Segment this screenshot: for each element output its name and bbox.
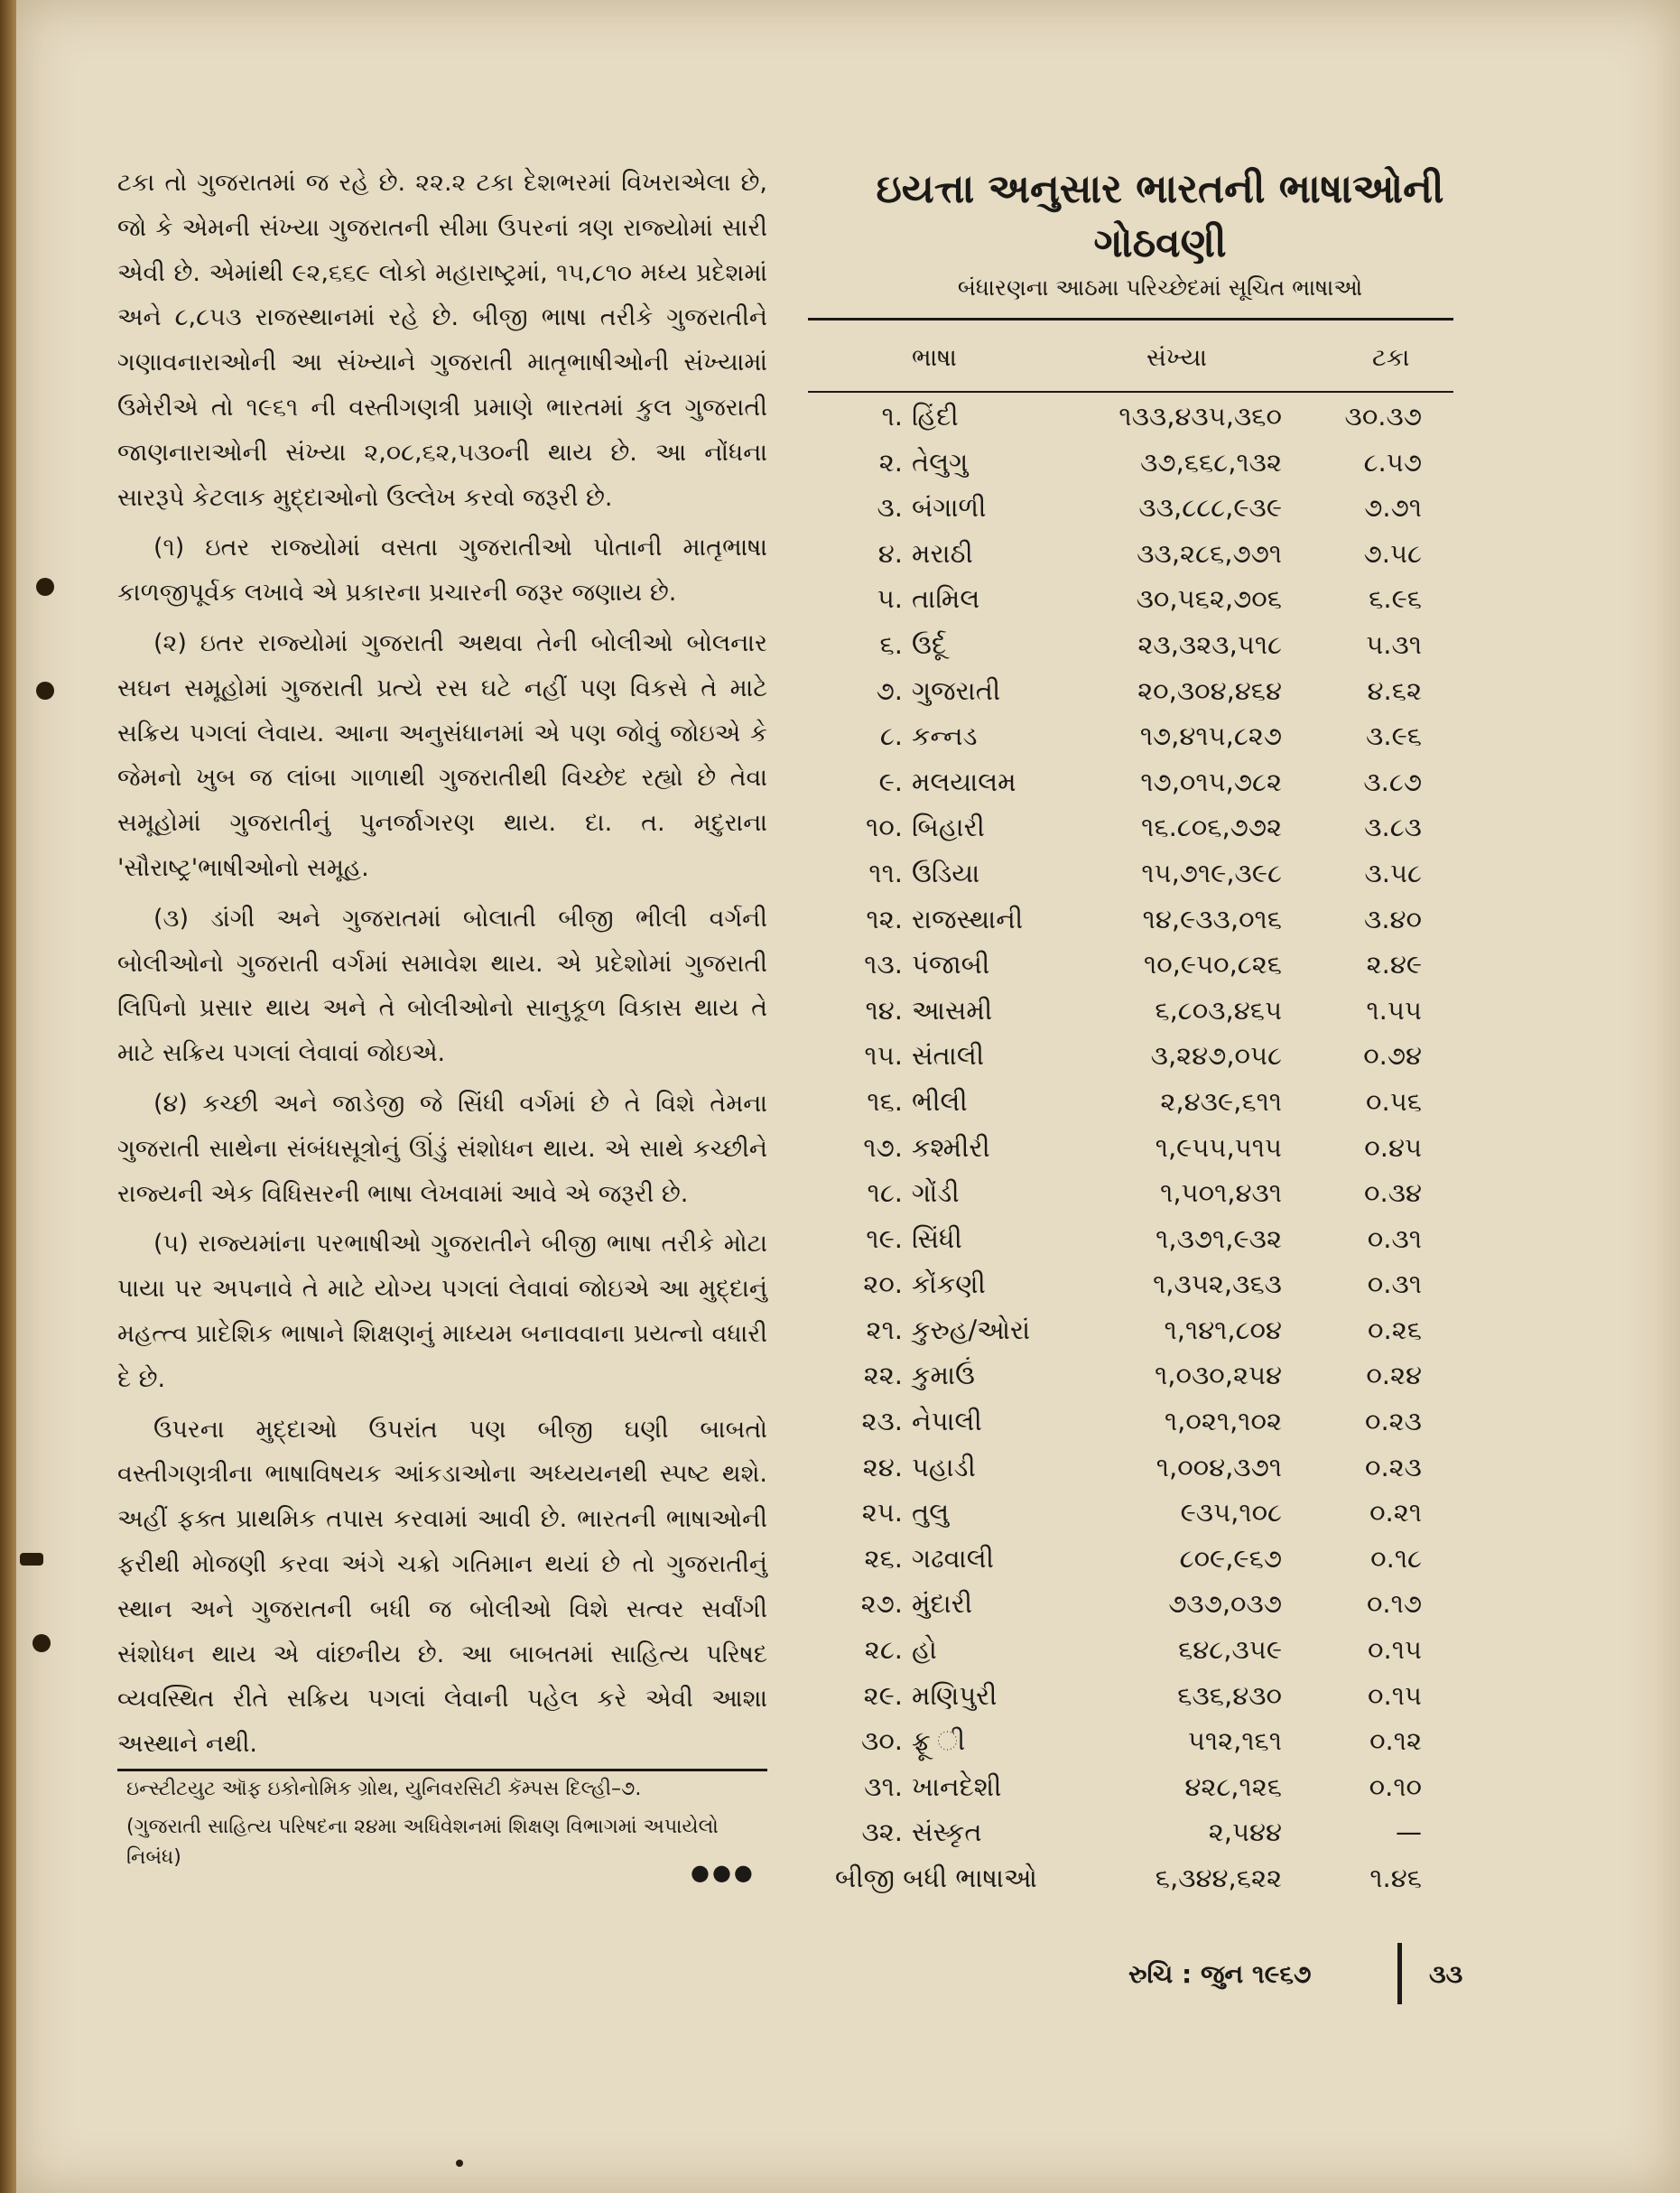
table-row [808,1673,1453,1719]
speaker-percent: ૨.૪૯ [1366,949,1422,980]
speaker-count: ૧૪,૯૩૩,૦૧૬ [1142,903,1282,934]
speaker-count: ૧,૯૫૫,૫૧૫ [1155,1131,1282,1163]
footer-divider [1397,1943,1402,2004]
table-row [808,988,1453,1034]
article-paragraph: ઉપરના મુદ્દાઓ ઉપરાંત પણ બીજી ઘણી બાબતો વસ્તીગણત્રીના ભાષાવિષયક આંકડાઓના અધ્યયનથી સ્પષ્ટ થશે. અહીં ફક્ત પ્રાથમિક તપાસ કરવામાં આવી છે. ભારતની ભાષાઓની ફરીથી મોજણી કરવા અંગે ચક્રો ગતિમાન થયાં છે તો ગુજરાતીનું સ્થાન અને ગુજરાતની બધી જ બોલીઓ વિશે સત્વર સર્વાંગી સંશોધન થાય એ વાંછનીય છે. આ બાબતમાં સાહિત્ય પરિષદ વ્યવસ્થિત રીતે સક્રિય પગલાં લેવાની પહેલ કરે એવી આશા અસ્થાને નથી. [117,1415,767,1759]
speaker-percent: ૮.૫૭ [1363,446,1422,478]
speaker-percent: ૩.૫૮ [1364,857,1422,888]
language-name: કશ્મીરી [912,1131,990,1163]
speaker-count: ૩,૨૪૭,૦૫૮ [1150,1040,1282,1072]
row-number: ૩૦. [861,1725,903,1757]
speaker-percent: ૦.૩૪ [1364,1177,1422,1209]
speaker-count: ૨,૫૪૪ [1208,1817,1282,1848]
row-number: ૭. [876,674,903,706]
binding-hole [36,682,54,700]
row-number: ૧૮. [867,1177,903,1209]
table-row [808,713,1453,759]
row-number: ૨૪. [862,1451,903,1482]
table-row-other [808,1855,1453,1901]
speaker-percent: ૩.૪૦ [1364,903,1422,934]
speaker-count: ૯૩૫,૧૦૮ [1180,1497,1282,1529]
table-subtitle: બંધારણના આઠમા પરિચ્છેદમાં સૂચિત ભાષાઓ [957,274,1363,301]
table-row [808,804,1453,850]
table-row [808,1718,1453,1764]
table-row [808,576,1453,622]
language-name: કન્નડ [912,720,978,752]
speaker-count: ૪૨૮,૧૨૬ [1184,1770,1282,1802]
article-body [117,161,767,1772]
speaker-percent: ૪.૬૨ [1367,674,1422,706]
speaker-percent: ૦.૧૮ [1370,1542,1422,1574]
table-row [808,622,1453,668]
speaker-count: ૬,૩૪૪,૬૨૨ [1155,1863,1282,1893]
speaker-count: ૩૩,૮૮૮,૯૩૯ [1138,492,1282,524]
table-row [808,942,1453,988]
row-number: ૮. [879,720,903,752]
speaker-count: ૧૫,૭૧૯,૩૯૮ [1141,857,1282,888]
row-number: ૨૨. [863,1360,903,1391]
table-row [808,1536,1453,1582]
language-name: બિહારી [912,812,985,843]
other-languages-label: બીજી બધી ભાષાઓ [835,1863,1037,1893]
language-name: કુમાઉં [912,1360,975,1391]
speaker-percent: ૦.૩૧ [1367,1222,1422,1254]
speaker-count: ૨૦,૩૦૪,૪૬૪ [1137,674,1282,706]
row-number: ૯. [878,766,903,797]
binding-staple [20,1553,43,1566]
speaker-percent: ૦.૪૫ [1364,1131,1422,1163]
row-number: ૧૧. [868,857,903,888]
row-number: ૨૧. [866,1314,903,1345]
speaker-percent: ૦.૩૧ [1367,1268,1422,1300]
article-paragraph: (૨) ઇતર રાજ્યોમાં ગુજરાતી અથવા તેની બોલીઓ બોલનાર સઘન સમૂહોમાં ગુજરાતી પ્રત્યે રસ ઘટે નહીં પણ વિકસે તે માટે સક્રિય પગલાં લેવાય. આના અનુસંધાનમાં એ પણ જોવું જોઇએ કે જેમનો ખુબ જ લાંબા ગાળાથી ગુજરાતીથી વિચ્છેદ રહ્યો છે તેવા સમૂહોમાં ગુજરાતીનું પુનર્જાગરણ થાય. દા. ત. મદુરાના 'સૌરાષ્ટ્ર'ભાષીઓનો સમૂહ. [117,628,767,882]
speaker-percent: ૦.૧૨ [1369,1725,1422,1757]
speaker-percent: ૭.૭૧ [1364,492,1422,524]
footnote-divider [117,1769,767,1771]
language-name: મુંદારી [912,1588,973,1620]
table-title: ઇયત્તા અનુસાર ભારતની ભાષાઓની ગોઠવણી [876,166,1444,266]
table-row [808,850,1453,897]
article-paragraph: ટકા તો ગુજરાતમાં જ રહે છે. ૨૨.૨ ટકા દેશભરમાં વિખરાએલા છે, જો કે એમની સંખ્યા ગુજરાતની સીમા ઉપરનાં ત્રણ રાજ્યોમાં સારી એવી છે. એમાંથી ૯૨,૬૬૯ લોકો મહારાષ્ટ્રમાં, ૧૫,૮૧૦ મધ્ય પ્રદેશમાં અને ૮,૮૫૩ રાજસ્થાનમાં રહે છે. બીજી ભાષા તરીકે ગુજરાતીને ગણાવનારાઓની આ સંખ્યાને ગુજરાતી માતૃભાષીઓની સંખ્યામાં ઉમેરીએ તો ૧૯૬૧ ની વસ્તીગણત્રી પ્રમાણે ભારતમાં કુલ ગુજરાતી જાણનારાઓની સંખ્યા ૨,૦૮,૬૨,૫૩૦ની થાય છે. આ નોંધના સારરૂપે કેટલાક મુદ્દાઓનો ઉલ્લેખ કરવો જરૂરી છે. [117,169,767,512]
speaker-count: ૩૭,૬૬૮,૧૩૨ [1140,446,1282,478]
speaker-count: ૫૧૨,૧૬૧ [1187,1725,1282,1757]
speaker-percent: ૬.૯૬ [1369,583,1422,615]
language-name: ભીલી [912,1085,968,1117]
speaker-count: ૮૦૯,૯૬૭ [1179,1542,1282,1574]
row-number: ૧૭. [863,1131,903,1163]
row-number: ૧૩. [864,949,903,980]
row-number: ૨૯. [863,1679,903,1711]
row-number: ૧૯. [866,1222,903,1254]
row-number: ૨૬. [864,1542,903,1574]
table-row [808,1627,1453,1673]
binding-hole [36,578,54,596]
table-row [808,394,1453,440]
language-name: ફ્રૂ ી [912,1725,966,1757]
language-name: કોંકણી [912,1268,986,1300]
row-number: ૧૬. [867,1085,903,1117]
row-number: ૧૫. [864,1040,903,1072]
row-number: ૬. [879,628,903,660]
table-row [808,1307,1453,1353]
article-paragraph: (૩) ડાંગી અને ગુજરાતમાં બોલાતી બીજી ભીલી વર્ગની બોલીઓનો ગુજરાતી વર્ગમાં સમાવેશ થાય. એ પ્રદેશોમાં ગુજરાતી લિપિનો પ્રસાર થાય અને તે બોલીઓનો સાનુકૂળ વિકાસ થાય તે માટે સક્રિય પગલાં લેવાવાં જોઇએ. [117,904,767,1068]
table-row [808,1445,1453,1491]
speaker-count: ૧,૫૦૧,૪૩૧ [1160,1177,1282,1209]
table-row [808,1216,1453,1262]
speaker-count: ૧,૧૪૧,૮૦૪ [1164,1314,1282,1345]
speaker-percent: ૦.૨૩ [1364,1406,1422,1437]
end-mark: ●●● [691,1860,756,1885]
speaker-percent: ૩.૮૩ [1364,812,1422,843]
table-row [808,1261,1453,1307]
row-number: ૨૫. [861,1497,903,1529]
language-name: તેલુગુ [912,446,969,478]
row-number: ૪. [877,537,903,569]
speaker-count: ૨૩,૩૨૩,૫૧૮ [1137,628,1282,660]
language-name: આસમી [912,994,993,1026]
row-number: ૧૦. [866,812,903,843]
language-name: ખાનદેશી [912,1770,1002,1802]
speaker-percent: ૧.૫૫ [1366,994,1422,1026]
speaker-count: ૩૩,૨૮૬,૭૭૧ [1137,537,1282,569]
language-name: ગોંડી [912,1177,960,1209]
speaker-percent: ૧.૪૬ [1369,1863,1422,1893]
row-number: ૨૮. [864,1634,903,1666]
table-row [808,1809,1453,1855]
row-number: ૩. [877,492,903,524]
paper-speck [456,2160,463,2167]
language-name: પંજાબી [912,949,990,980]
row-number: ૨. [878,446,903,478]
row-number: ૩૨. [861,1817,903,1848]
binding-hole [32,1634,51,1652]
language-name: તુલુ [912,1497,950,1529]
speaker-count: ૬૩૬,૪૩૦ [1177,1679,1282,1711]
row-number: ૧. [881,401,903,432]
row-number: ૩૧. [864,1770,903,1802]
table-row [808,759,1453,805]
speaker-count: ૬૪૮,૩૫૯ [1178,1634,1282,1666]
language-name: કુરુહ/ઓરાં [912,1314,1031,1345]
speaker-percent: — [1396,1817,1422,1848]
table-row [808,1764,1453,1810]
language-name: હો [912,1634,937,1666]
speaker-percent: ૦.૧૫ [1368,1634,1422,1666]
table-row [808,1581,1453,1627]
language-name: ગુજરાતી [912,674,1001,706]
page-number: ૩૩ [1429,1959,1463,1989]
language-name: મલયાલમ [912,766,1016,797]
table-row [808,485,1453,531]
row-number: ૨૭. [860,1588,903,1620]
speaker-percent: ૦.૫૬ [1366,1085,1422,1117]
language-name: તામિલ [912,583,980,615]
table-row [808,897,1453,943]
speaker-percent: ૩.૯૬ [1366,720,1422,752]
language-name: નેપાલી [912,1406,982,1437]
speaker-count: ૧,૩૭૧,૯૩૨ [1156,1222,1282,1254]
table-header [808,318,1453,393]
table-row [808,531,1453,577]
speaker-percent: ૦.૨૪ [1366,1360,1422,1391]
speaker-percent: ૦.૭૪ [1363,1040,1422,1072]
language-name: રાજસ્થાની [912,903,1024,934]
language-name: ઉર્દૂ [912,628,947,660]
speaker-percent: ૦.૨૧ [1369,1497,1422,1529]
speaker-count: ૧૭,૦૧૫,૭૮૨ [1140,766,1282,797]
speaker-count: ૧,૦૨૧,૧૦૨ [1164,1406,1282,1437]
language-name: બંગાળી [912,492,987,524]
language-name: મણિપુરી [912,1679,998,1711]
table-row [808,1079,1453,1125]
table-row [808,1490,1453,1536]
table-row [808,1125,1453,1171]
speaker-percent: ૦.૧૫ [1368,1679,1422,1711]
language-name: હિંદી [912,401,959,432]
speaker-percent: ૦.૧૭ [1366,1588,1422,1620]
table-row [808,440,1453,486]
speaker-count: ૧૩૩,૪૩૫,૩૬૦ [1118,401,1282,432]
footnote-note: (ગુજરાતી સાહિત્ય પરિષદના ૨૪મા અધિવેશનમાં શિક્ષણ વિભાગમાં અપાયેલો નિબંધ) [126,1816,719,1869]
speaker-percent: ૦.૧૦ [1369,1770,1422,1802]
speaker-percent: ૩.૮૭ [1363,766,1422,797]
table-row [808,1352,1453,1399]
language-name: સિંધી [912,1222,962,1254]
table-row [808,1399,1453,1445]
header-count: સંખ્યા [1146,344,1207,372]
row-number: ૨૦. [863,1268,903,1300]
speaker-count: ૩૦,૫૬૨,૭૦૬ [1136,583,1282,615]
speaker-count: ૧,૦૦૪,૩૭૧ [1156,1451,1282,1482]
language-name: મરાઠી [912,537,973,569]
row-number: ૧૨. [866,903,903,934]
speaker-percent: ૭.૫૮ [1363,537,1422,569]
language-name: સંતાલી [912,1040,985,1072]
language-name: ગઢવાલી [912,1542,994,1574]
article-paragraph: (૫) રાજ્યમાંના પરભાષીઓ ગુજરાતીને બીજી ભાષા તરીકે મોટા પાયા પર અપનાવે તે માટે યોગ્ય પગલાં લેવાવાં જોઇએ આ મુદ્દાનું મહત્ત્વ પ્રાદેશિક ભાષાને શિક્ષણનું માધ્યમ બનાવવાના પ્રયત્નો વધારી દે છે. [117,1230,767,1393]
language-name: પહાડી [912,1451,976,1482]
speaker-count: ૧૭,૪૧૫,૮૨૭ [1139,720,1282,752]
header-language: ભાષા [912,344,957,372]
binding-spine [0,0,16,2193]
row-number: ૨૩. [861,1406,903,1437]
row-number: ૧૪. [865,994,903,1026]
table-row [808,1170,1453,1216]
speaker-count: ૧૬.૮૦૬,૭૭૨ [1141,812,1282,843]
speaker-count: ૭૩૭,૦૩૭ [1168,1588,1282,1620]
speaker-percent: ૫.૩૧ [1366,628,1422,660]
table-row [808,1033,1453,1079]
running-head: રુચિ : જુન ૧૯૬૭ [1128,1959,1312,1989]
speaker-percent: ૦.૨૬ [1368,1314,1422,1345]
language-table-body [808,394,1453,1901]
speaker-count: ૬,૮૦૩,૪૬૫ [1155,994,1282,1026]
language-name: ઉડિયા [912,857,980,888]
language-name: સંસ્કૃત [912,1817,982,1848]
table-row [808,668,1453,714]
article-paragraph: (૪) કચ્છી અને જાડેજી જે સિંધી વર્ગમાં છે તે વિશે તેમના ગુજરાતી સાથેના સંબંધસૂત્રોનું ઊંડું સંશોધન થાય. એ સાથે કચ્છીને રાજ્યની એક વિધિસરની ભાષા લેખવામાં આવે એ જરૂરી છે. [117,1089,767,1208]
header-percent: ટકા [1372,344,1410,372]
speaker-percent: ૩૦.૩૭ [1344,401,1422,432]
speaker-count: ૧૦,૯૫૦,૮૨૬ [1144,949,1282,980]
author-affiliation: ઇન્સ્ટીટયુટ ઑફ ઇકોનોમિક ગ્રોથ, યુનિવરસિટી કૅમ્પસ દિલ્હી–૭. [126,1778,642,1800]
speaker-percent: ૦.૨૩ [1364,1451,1422,1482]
row-number: ૫. [877,583,903,615]
speaker-count: ૧,૩૫૨,૩૬૩ [1153,1268,1282,1300]
speaker-count: ૧,૦૩૦,૨૫૪ [1155,1360,1282,1391]
speaker-count: ૨,૪૩૯,૬૧૧ [1160,1085,1282,1117]
article-paragraph: (૧) ઇતર રાજ્યોમાં વસતા ગુજરાતીઓ પોતાની માતૃભાષા કાળજીપૂર્વક લખાવે એ પ્રકારના પ્રચારની જરૂર જણાય છે. [117,534,767,608]
